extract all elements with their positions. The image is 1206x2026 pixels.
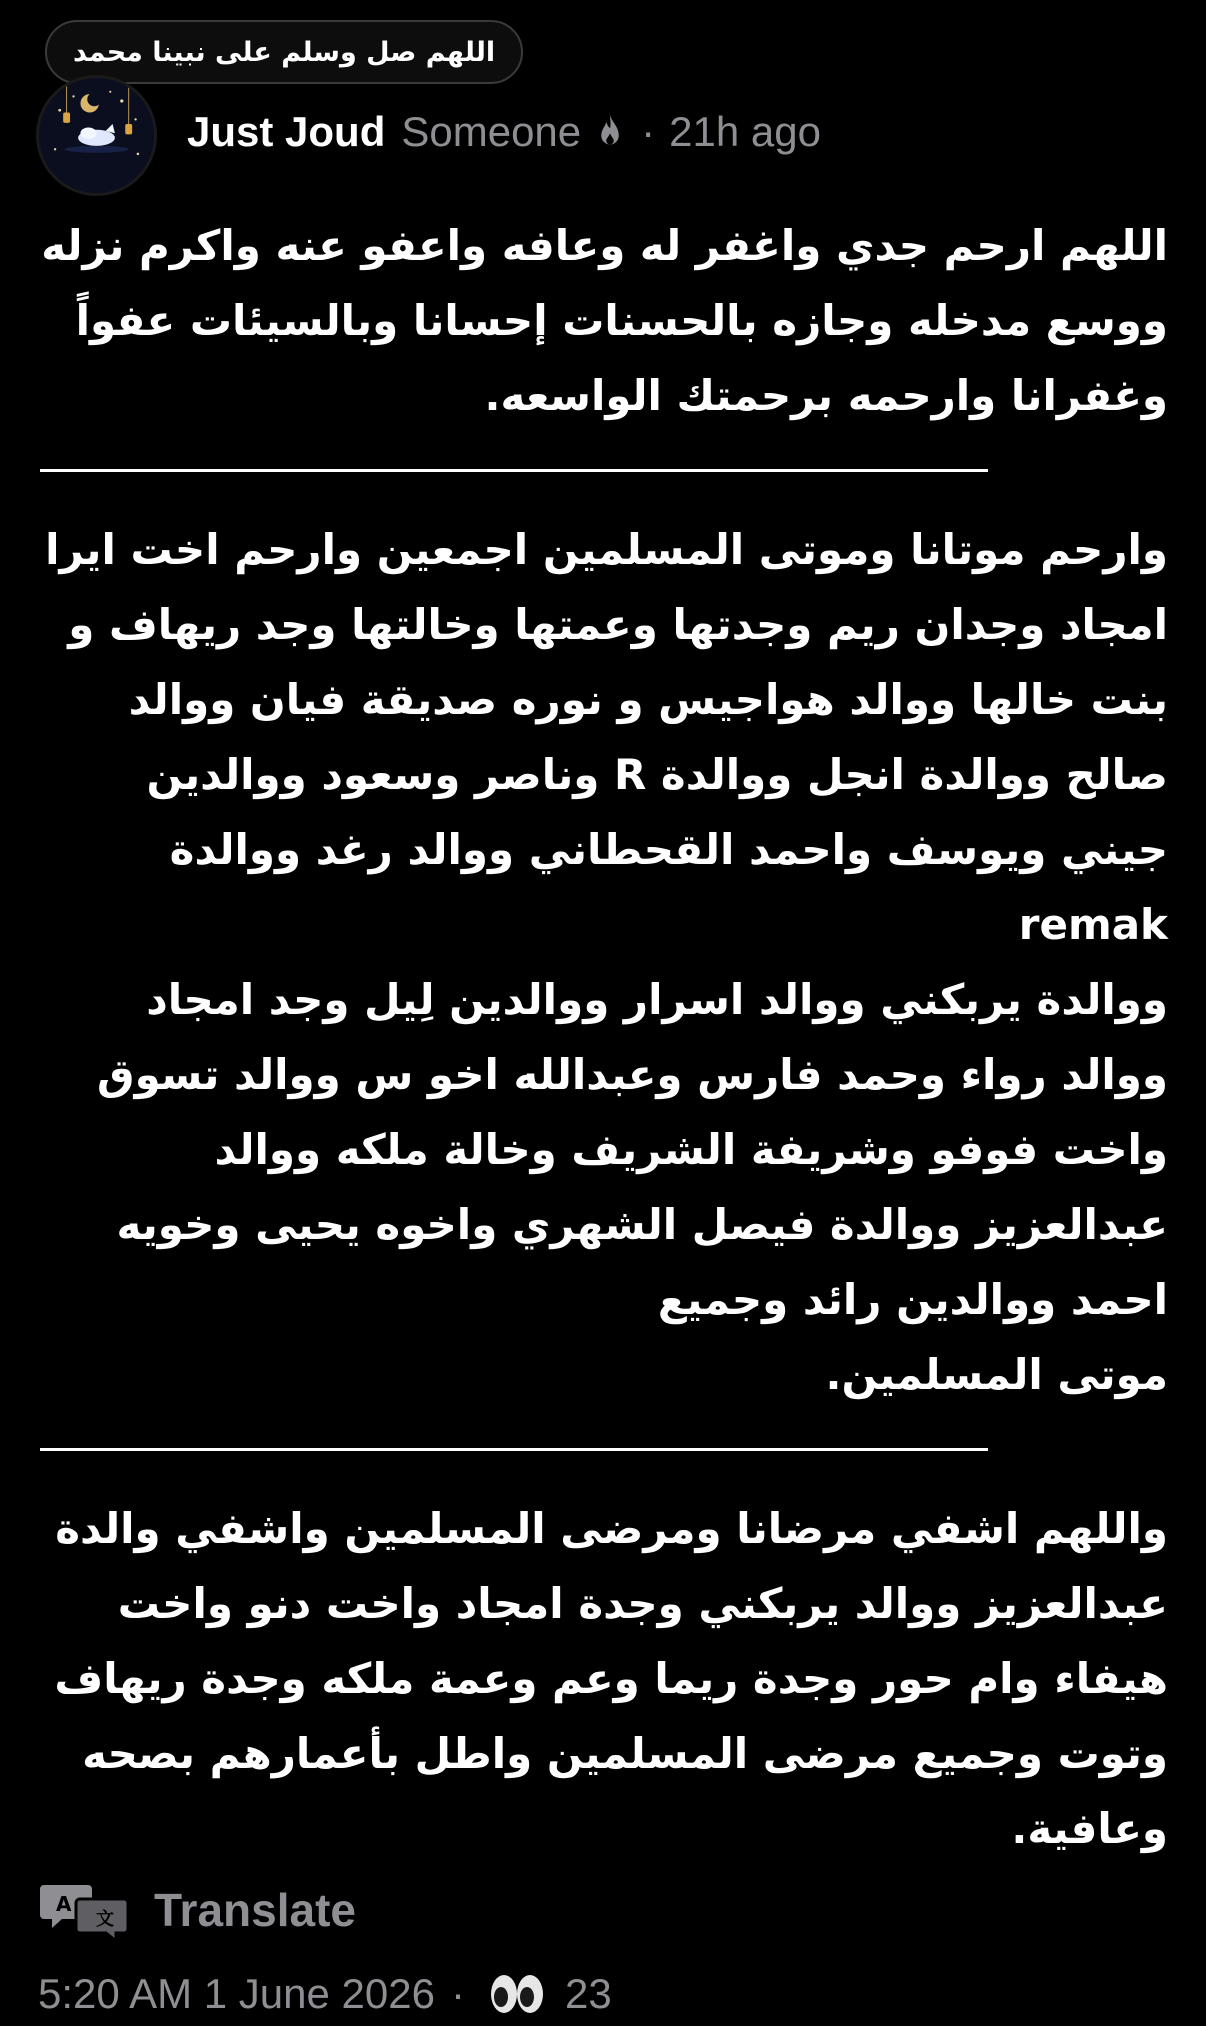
- translate-icon: [40, 1879, 132, 1941]
- author-row: [187, 104, 821, 160]
- post-divider-2: [32, 1412, 1168, 1487]
- views-count: 23: [564, 1970, 612, 2017]
- translate-label: Translate: [154, 1884, 356, 1936]
- avatar-night-sky-icon: [39, 78, 154, 193]
- post-paragraph-1: اللهم ارحم جدي واغفر له وعافه واعفو عنه واكرم نزله ووسع مدخله وجازه بالحسنات إحسانا وبالسيئات عفواً وغفرانا وارحمه برحمتك الواسعه.: [41, 221, 1168, 420]
- post-timestamp: 5:20 AM 1 June 2026: [38, 1970, 435, 2017]
- author-name[interactable]: Just Joud: [187, 108, 386, 155]
- post-divider-1: [32, 433, 1168, 508]
- post-paragraph-2: وارحم موتانا وموتى المسلمين اجمعين وارحم اخت ايرا امجاد وجدان ريم وجدتها وعمتها وخالتها وجد ريهاف و بنت خالها ووالد هواجيس و نوره صديقة فيان ووالد صالح ووالدة انجل ووالدة R وناصر وسعود ووالدين جيني ويوسف واحمد القحطاني ووالد رغد ووالدة remak ووالدة يربكني ووالد اسرار ووالدين لِيل وجد امجاد ووالد رواء وحمد فارس وعبدالله اخو س ووالد تسوق واخت فوفو وشريفة الشريف وخالة ملكه ووالد عبدالعزيز ووالدة فيصل الشهري واخوه يحيى وخويه احمد ووالدين رائد وجميع موتى المسلمين.: [45, 525, 1168, 1399]
- svg-text:A: A: [56, 1892, 72, 1916]
- post-paragraph-3: واللهم اشفي مرضانا ومرضى المسلمين واشفي والدة عبدالعزيز ووالد يربكني وجدة امجاد واخت دنو واخت هيفاء وام حور وجدة ريما وعم وعمة ملكه وجدة ريهاف وتوت وجميع مرضى المسلمين واطل بأعمارهم بصحه وعافية.: [54, 1504, 1168, 1853]
- post-time: 21h ago: [669, 108, 821, 155]
- post-body: [32, 208, 1168, 1866]
- topic-label: اللهم صل وسلم على نبينا محمد: [73, 36, 496, 68]
- avatar[interactable]: [36, 75, 157, 196]
- topic-pill[interactable]: [45, 20, 523, 84]
- header-separator: ·: [641, 108, 656, 155]
- author-tag: Someone: [401, 108, 582, 155]
- flame-icon: [595, 113, 625, 151]
- post-footer: [38, 1966, 612, 2022]
- translate-button[interactable]: [40, 1877, 356, 1943]
- eyes-icon: [487, 1972, 547, 2016]
- svg-text:文: 文: [96, 1909, 114, 1930]
- divider-line-1: [40, 469, 988, 472]
- divider-line-2: [40, 1448, 988, 1451]
- footer-separator: ·: [450, 1970, 465, 2017]
